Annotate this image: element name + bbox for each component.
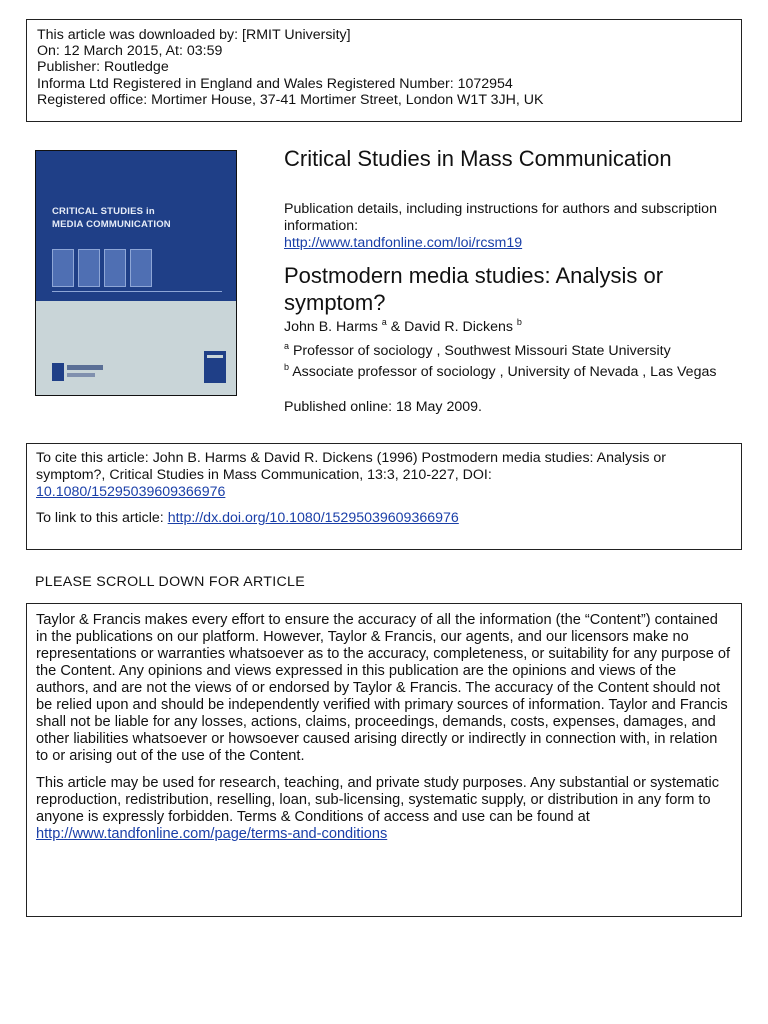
author-1-affiliation-mark: a [381, 317, 387, 327]
affiliation-b-mark: b [284, 362, 290, 372]
article-link-line [36, 510, 732, 527]
author-1: John B. Harms [284, 319, 378, 335]
journal-url-link[interactable]: http://www.tandfonline.com/loi/rcsm19 [284, 235, 523, 251]
download-notice-box [26, 19, 742, 122]
disclaimer-paragraph-1: Taylor & Francis makes every effort to ensure the accuracy of all the information (the “Content”) contained in the publications on our platform. However, Taylor & Francis, our agents, and our licensors make no representations or warranties whatsoever as to the accuracy, completeness, or suitability for any purpose of the Content. Any opinions and views expressed in this publication are the opinions and views of the authors, and are not the views of or endorsed by Taylor & Francis. The accuracy of the Content should not be relied upon and should be independently verified with primary sources of information. Taylor and Francis shall not be liable for any losses, actions, claims, proceedings, demands, costs, expenses, damages, and other liabilities whatsoever or howsoever caused arising directly or indirectly in connection with, in relation to or arising out of the use of the Content. [36, 612, 731, 764]
article-doi-url-link[interactable]: http://dx.doi.org/10.1080/15295039609366976 [167, 510, 459, 526]
citation-box [26, 443, 742, 550]
author-2-affiliation-mark: b [516, 317, 522, 327]
cover-rule [52, 291, 222, 292]
authors-line [284, 319, 744, 336]
affiliation-a-text: Professor of sociology , Southwest Missouri State University [292, 343, 671, 359]
citation-text: To cite this article: John B. Harms & David R. Dickens (1996) Postmodern media studies: Analysis or symptom?, Critical Studies in Mass Communication, 13:3, 210-227, DOI: [36, 450, 667, 483]
cover-graphic [52, 249, 222, 287]
cover-title-line1: CRITICAL STUDIES in [52, 206, 155, 217]
article-link-label: To link to this article: [36, 510, 168, 526]
registration-text: Informa Ltd Registered in England and Wales Registered Number: 1072954 [37, 75, 513, 92]
author-separator: & [386, 319, 405, 335]
terms-text: This article may be used for research, teaching, and private study purposes. Any substantial or systematic reproduction, redistribution, reselling, loan, sub-licensing, systematic supply, or distribution in any form to anyone is expressly forbidden. Terms & Conditions of access and use can be found at [36, 775, 719, 825]
author-2: David R. Dickens [404, 319, 513, 335]
publication-details [284, 201, 734, 252]
published-online-date: Published online: 18 May 2009. [284, 399, 482, 415]
journal-title: Critical Studies in Mass Communication [284, 146, 672, 171]
publication-details-text: Publication details, including instructions for authors and subscription information: [284, 201, 717, 234]
doi-link[interactable]: 10.1080/15295039609366976 [36, 484, 226, 500]
scroll-down-notice: PLEASE SCROLL DOWN FOR ARTICLE [35, 574, 305, 590]
cover-badge-icon [204, 351, 226, 383]
download-date-text: On: 12 March 2015, At: 03:59 [37, 43, 223, 60]
citation-block [36, 450, 732, 501]
affiliation-b [284, 364, 724, 381]
cover-title-line2: MEDIA COMMUNICATION [52, 219, 171, 230]
downloaded-by-text: This article was downloaded by: [RMIT University] [37, 27, 351, 43]
affiliation-a [284, 343, 671, 360]
cover-title [52, 205, 171, 231]
office-text: Registered office: Mortimer House, 37-41 Mortimer Street, London W1T 3JH, UK [37, 91, 544, 108]
article-title: Postmodern media studies: Analysis or symptom? [284, 263, 664, 315]
affiliation-a-mark: a [284, 341, 290, 351]
disclaimer-paragraph-2 [36, 775, 732, 843]
publisher-logo-icon [52, 363, 104, 381]
disclaimer-box [26, 603, 742, 917]
publisher-text: Publisher: Routledge [37, 59, 169, 76]
terms-conditions-link[interactable]: http://www.tandfonline.com/page/terms-and-conditions [36, 826, 388, 842]
affiliation-b-text: Associate professor of sociology , University of Nevada , Las Vegas [292, 364, 717, 380]
journal-cover-image [35, 150, 237, 396]
